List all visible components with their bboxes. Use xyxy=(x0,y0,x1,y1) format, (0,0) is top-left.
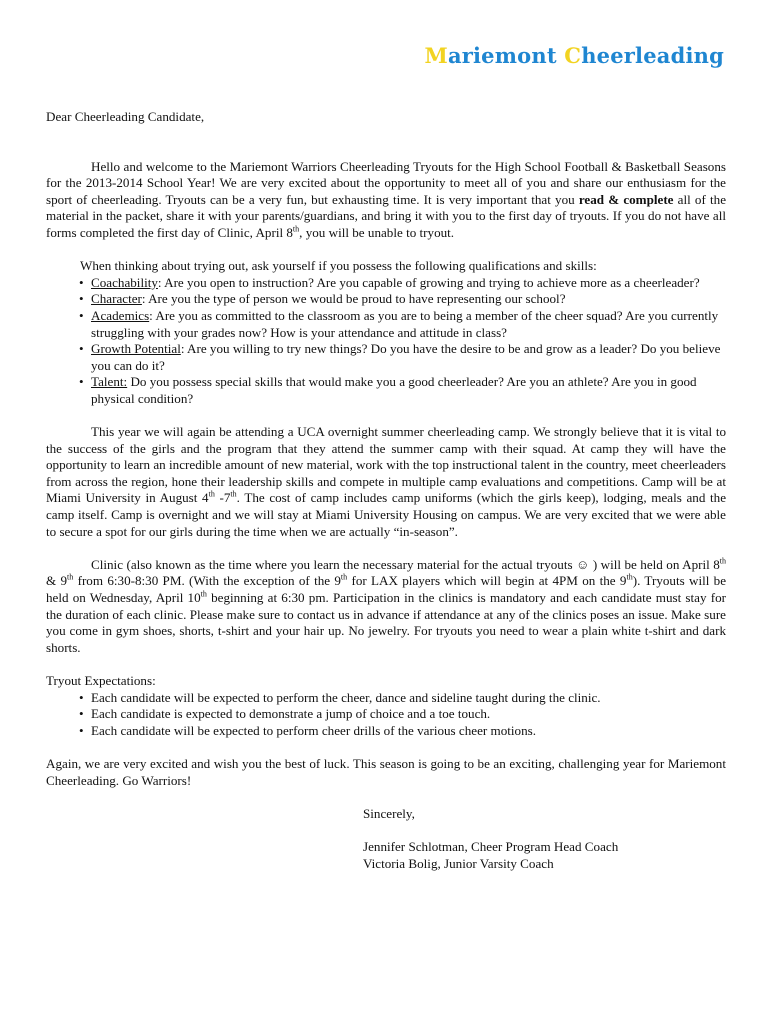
bullet-icon: • xyxy=(79,374,84,390)
signature-head-coach: Jennifer Schlotman, Cheer Program Head Coach xyxy=(363,838,619,854)
list-item: • Academics: Are you as committed to the classroom as you are to being a member of the cheer squad? Are you currently struggling with your grades now? How is your attendance and attitude in class? xyxy=(79,307,719,340)
list-item: • Growth Potential: Are you willing to try new things? Do you have the desire to be and grow as a leader? Do you believe you can do it? xyxy=(79,341,721,373)
signoff: Sincerely, xyxy=(363,805,415,821)
camp-paragraph: This year we will again be attending a UCA overnight summer cheerleading camp. We strongly believe that it is vital to the success of the girls and the program that they attend the summer camp with their squad. At camp they will have the opportunity to learn an incredible amount of new material, work with the top instructional talent in the country, meet cheerleaders from across the region, hone their leadership skills and compete in multiple camp evaluations and competitions. Camp will be at Miami University in August 4th -7th. The cost of camp includes camp uniforms (which the girls keep), lodging, meals and the camp itself. Camp is overnight and we will stay at Miami University Housing on campus. We are very excited that we were able to secure a spot for our girls during the time when we are actually “in-season”. xyxy=(46,424,727,539)
qualification-term: Coachability xyxy=(91,274,158,290)
bullet-icon: • xyxy=(79,274,84,290)
letterhead-word-1: ariemont xyxy=(447,43,565,68)
letterhead-title xyxy=(424,43,724,68)
letterhead-word-2: heerleading xyxy=(581,43,724,68)
signature-jv-coach: Victoria Bolig, Junior Varsity Coach xyxy=(363,855,554,871)
list-item: • Each candidate will be expected to perform cheer drills of the various cheer motions. xyxy=(79,722,537,738)
qualifications-list xyxy=(46,275,726,408)
qualifications-intro: When thinking about trying out, ask yourself if you possess the following qualifications and skills: xyxy=(80,258,597,274)
list-item: • Each candidate is expected to demonstrate a jump of choice and a toe touch. xyxy=(79,706,491,722)
qualification-term: Growth Potential xyxy=(91,341,181,357)
bullet-icon: • xyxy=(79,722,84,738)
intro-paragraph: Hello and welcome to the Mariemont Warriors Cheerleading Tryouts for the High School Football & Basketball Seasons for the 2013-2014 School Year! We are very excited about the opportunity to meet all of you and share our enthusiasm for the sport of cheerleading. Tryouts can be a very fun, but exhausting time. It is very important that you read & complete all of the material in the packet, share it with your parents/guardians, and bring it with you to the first day of tryouts. If you do not have all forms completed the first day of Clinic, April 8th, you will be unable to tryout. xyxy=(46,158,726,240)
list-item: • Character: Are you the type of person we would be proud to have representing our school? xyxy=(79,291,566,307)
qualification-term: Academics xyxy=(91,307,150,323)
closing-paragraph: Again, we are very excited and wish you the best of luck. This season is going to be an exciting, challenging year for Mariemont Cheerleading. Go Warriors! xyxy=(46,755,726,788)
list-item: • Each candidate will be expected to perform the cheer, dance and sideline taught during the clinic. xyxy=(79,689,601,705)
salutation: Dear Cheerleading Candidate, xyxy=(46,109,205,124)
qualification-term: Talent: xyxy=(91,374,128,390)
bullet-icon: • xyxy=(79,291,84,307)
bullet-icon: • xyxy=(79,307,84,323)
emphasis-read-complete: read & complete xyxy=(578,191,674,207)
qualification-term: Character xyxy=(91,291,142,307)
letter-body xyxy=(46,109,726,872)
bullet-icon: • xyxy=(79,341,84,357)
letterhead-initial-m: M xyxy=(424,43,448,68)
expectations-list xyxy=(46,690,726,740)
bullet-icon: • xyxy=(79,706,84,722)
letterhead-initial-c: C xyxy=(564,43,582,68)
bullet-icon: • xyxy=(79,689,84,705)
clinic-paragraph: Clinic (also known as the time where you learn the necessary material for the actual tryouts ☺ ) will be held on April 8th & 9th from 6:30-8:30 PM. (With the exception of the 9th for LAX players which will begin at 4PM on the 9th). Tryouts will be held on Wednesday, April 10th beginning at 6:30 pm. Participation in the clinics is mandatory and each candidate must stay for the duration of each clinic. Please make sure to contact us in advance if attendance at any of the clinics poses an issue. Make sure you come in gym shoes, shorts, t-shirt and your hair up. No jewelry. For tryouts you need to wear a plain white t-shirt and dark shorts. xyxy=(46,556,727,655)
list-item: • Talent: Do you possess special skills that would make you a good cheerleader? Are you an athlete? Are you in good physical condition? xyxy=(79,374,697,406)
expectations-heading: Tryout Expectations: xyxy=(46,673,156,688)
list-item: • Coachability: Are you open to instruction? Are you capable of growing and trying to achieve more as a cheerleader? xyxy=(79,274,700,290)
